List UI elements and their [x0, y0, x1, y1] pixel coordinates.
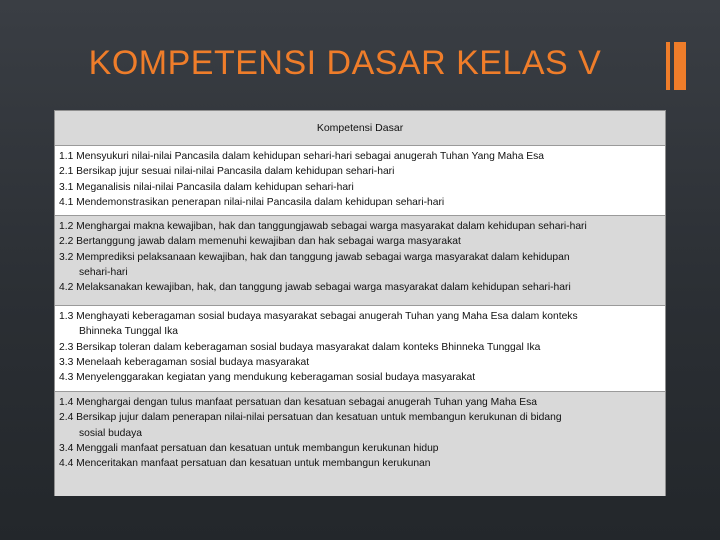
- competency-table: [54, 110, 666, 496]
- competency-line: 2.3 Bersikap toleran dalam keberagaman sosial budaya masyarakat dalam konteks Bhinneka Tunggal Ika: [59, 341, 541, 353]
- competency-line: 3.1 Meganalisis nilai-nilai Pancasila dalam kehidupan sehari-hari: [59, 181, 354, 193]
- competency-line: 2.4 Bersikap jujur dalam penerapan nilai-nilai persatuan dan kesatuan untuk membangun kerukunan di bidang: [59, 412, 562, 424]
- competency-line: 4.3 Menyelenggarakan kegiatan yang mendukung keberagaman sosial budaya masyarakat: [59, 372, 476, 384]
- competency-line-continuation: sosial budaya: [79, 427, 142, 439]
- competency-line: 4.2 Melaksanakan kewajiban, hak, dan tanggung jawab sebagai warga masyarakat dalam kehidupan sehari-hari: [59, 282, 571, 294]
- competency-line: 1.4 Menghargai dengan tulus manfaat persatuan dan kesatuan sebagai anugerah Tuhan yang Maha Esa: [59, 397, 538, 408]
- competency-line: 2.2 Bertanggung jawab dalam memenuhi kewajiban dan hak sebagai warga masyarakat: [59, 236, 461, 248]
- slide-title: KOMPETENSI DASAR KELAS V: [88, 44, 602, 82]
- table-row: [55, 391, 665, 496]
- competency-line: 3.3 Menelaah keberagaman sosial budaya masyarakat: [59, 356, 310, 368]
- table-header: [55, 111, 665, 146]
- competency-line: 4.1 Mendemonstrasikan penerapan nilai-nilai Pancasila dalam kehidupan sehari-hari: [59, 196, 445, 208]
- table-header-label: Kompetensi Dasar: [316, 122, 404, 134]
- table-row: [55, 146, 665, 215]
- competency-line: 1.1 Mensyukuri nilai-nilai Pancasila dalam kehidupan sehari-hari sebagai anugerah Tuhan Yang Maha Esa: [59, 151, 545, 162]
- competency-line: 2.1 Bersikap jujur sesuai nilai-nilai Pancasila dalam kehidupan sehari-hari: [59, 166, 395, 178]
- competency-line-continuation: Bhinneka Tunggal Ika: [79, 326, 179, 338]
- competency-line: 1.2 Menghargai makna kewajiban, hak dan tanggungjawab sebagai warga masyarakat dalam kehidupan sehari-hari: [59, 221, 587, 232]
- accent-bar: [666, 42, 686, 90]
- competency-line: 4.4 Menceritakan manfaat persatuan dan kesatuan untuk membangun kerukunan: [59, 458, 431, 470]
- table-row: [55, 215, 665, 305]
- competency-line-continuation: sehari-hari: [79, 266, 128, 278]
- competency-line: 3.2 Memprediksi pelaksanaan kewajiban, hak dan tanggung jawab sebagai warga masyarakat dalam kehidupan: [59, 251, 570, 263]
- competency-line: 1.3 Menghayati keberagaman sosial budaya masyarakat sebagai anugerah Tuhan yang Maha Esa dalam konteks: [59, 311, 578, 322]
- competency-line: 3.4 Menggali manfaat persatuan dan kesatuan untuk membangun kerukunan hidup: [59, 442, 439, 454]
- table-row: [55, 305, 665, 391]
